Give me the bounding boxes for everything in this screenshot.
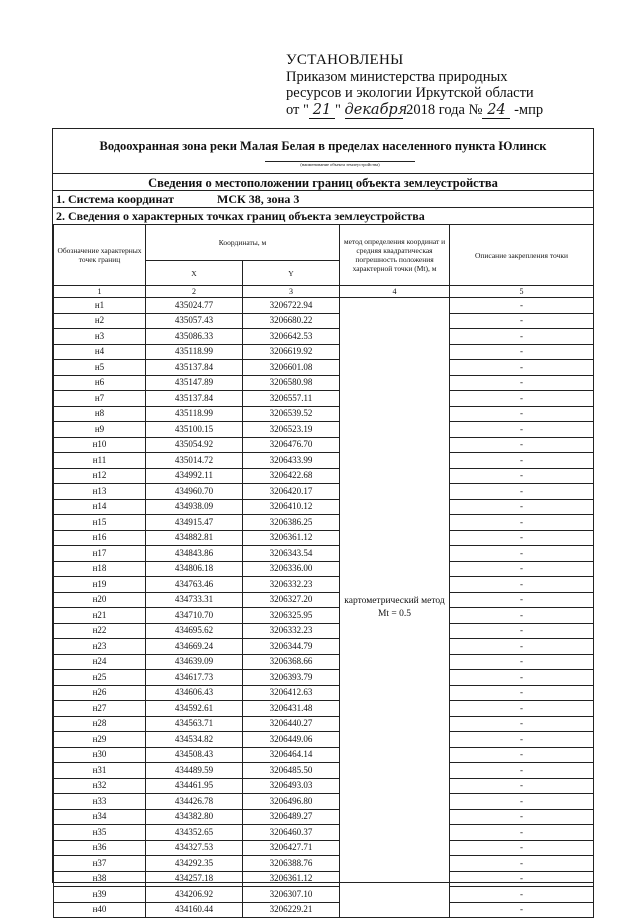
y-coordinate: 3206489.27 bbox=[243, 809, 340, 825]
y-coordinate: 3206557.11 bbox=[243, 391, 340, 407]
point-id: н19 bbox=[54, 577, 146, 593]
x-coordinate: 434160.44 bbox=[146, 902, 243, 918]
y-coordinate: 3206412.63 bbox=[243, 685, 340, 701]
point-id: н1 bbox=[54, 298, 146, 314]
y-coordinate: 3206539.52 bbox=[243, 406, 340, 422]
header-fixing: Описание закрепления точки bbox=[450, 225, 594, 286]
point-id: н3 bbox=[54, 329, 146, 345]
fixing-description: - bbox=[450, 391, 594, 407]
y-coordinate: 3206343.54 bbox=[243, 546, 340, 562]
fixing-description: - bbox=[450, 732, 594, 748]
column-number-row bbox=[54, 286, 594, 298]
fixing-description: - bbox=[450, 778, 594, 794]
x-coordinate: 435054.92 bbox=[146, 437, 243, 453]
y-coordinate: 3206460.37 bbox=[243, 825, 340, 841]
point-id: н15 bbox=[54, 515, 146, 531]
section-1-label: 1. Система координат bbox=[56, 192, 174, 206]
y-coordinate: 3206476.70 bbox=[243, 437, 340, 453]
point-id: н32 bbox=[54, 778, 146, 794]
y-coordinate: 3206601.08 bbox=[243, 360, 340, 376]
x-coordinate: 434915.47 bbox=[146, 515, 243, 531]
y-coordinate: 3206307.10 bbox=[243, 887, 340, 903]
fixing-description: - bbox=[450, 809, 594, 825]
handwritten-day: 21 bbox=[309, 102, 335, 120]
point-id: н21 bbox=[54, 608, 146, 624]
fixing-description: - bbox=[450, 639, 594, 655]
fixing-description: - bbox=[450, 468, 594, 484]
y-coordinate: 3206485.50 bbox=[243, 763, 340, 779]
x-coordinate: 434461.95 bbox=[146, 778, 243, 794]
x-coordinate: 434382.80 bbox=[146, 809, 243, 825]
y-coordinate: 3206410.12 bbox=[243, 499, 340, 515]
point-id: н34 bbox=[54, 809, 146, 825]
point-id: н24 bbox=[54, 654, 146, 670]
fixing-description: - bbox=[450, 825, 594, 841]
table-row bbox=[54, 313, 594, 329]
y-coordinate: 3206449.06 bbox=[243, 732, 340, 748]
x-coordinate: 434733.31 bbox=[146, 592, 243, 608]
x-coordinate: 435137.84 bbox=[146, 360, 243, 376]
table-row bbox=[54, 298, 594, 314]
fixing-description: - bbox=[450, 670, 594, 686]
point-id: н4 bbox=[54, 344, 146, 360]
y-coordinate: 3206388.76 bbox=[243, 856, 340, 872]
handwritten-month: декабря bbox=[344, 101, 408, 118]
x-coordinate: 434606.43 bbox=[146, 685, 243, 701]
point-id: н13 bbox=[54, 484, 146, 500]
table-row bbox=[54, 406, 594, 422]
x-coordinate: 434960.70 bbox=[146, 484, 243, 500]
y-coordinate: 3206386.25 bbox=[243, 515, 340, 531]
y-coordinate: 3206680.22 bbox=[243, 313, 340, 329]
point-id: н16 bbox=[54, 530, 146, 546]
x-coordinate: 434806.18 bbox=[146, 561, 243, 577]
fixing-description: - bbox=[450, 716, 594, 732]
point-id: н18 bbox=[54, 561, 146, 577]
fixing-description: - bbox=[450, 763, 594, 779]
x-coordinate: 434327.53 bbox=[146, 840, 243, 856]
table-row bbox=[54, 437, 594, 453]
y-coordinate: 3206431.48 bbox=[243, 701, 340, 717]
point-id: н23 bbox=[54, 639, 146, 655]
fixing-description: - bbox=[450, 887, 594, 903]
divider bbox=[53, 207, 593, 208]
x-coordinate: 434592.61 bbox=[146, 701, 243, 717]
fixing-description: - bbox=[450, 437, 594, 453]
point-id: н29 bbox=[54, 732, 146, 748]
point-id: н14 bbox=[54, 499, 146, 515]
table-row bbox=[54, 794, 594, 810]
fixing-description: - bbox=[450, 530, 594, 546]
x-coordinate: 435137.84 bbox=[146, 391, 243, 407]
point-id: н28 bbox=[54, 716, 146, 732]
point-id: н37 bbox=[54, 856, 146, 872]
table-row bbox=[54, 887, 594, 903]
table-row bbox=[54, 654, 594, 670]
table-row bbox=[54, 329, 594, 345]
point-id: н5 bbox=[54, 360, 146, 376]
x-coordinate: 435100.15 bbox=[146, 422, 243, 438]
x-coordinate: 435014.72 bbox=[146, 453, 243, 469]
y-coordinate: 3206325.95 bbox=[243, 608, 340, 624]
y-coordinate: 3206464.14 bbox=[243, 747, 340, 763]
point-id: н25 bbox=[54, 670, 146, 686]
table-row bbox=[54, 716, 594, 732]
fixing-description: - bbox=[450, 344, 594, 360]
fixing-description: - bbox=[450, 375, 594, 391]
point-id: н39 bbox=[54, 887, 146, 903]
y-coordinate: 3206344.79 bbox=[243, 639, 340, 655]
point-id: н6 bbox=[54, 375, 146, 391]
method-cell: картометрический метод Mt = 0.5 bbox=[340, 298, 450, 918]
table-row bbox=[54, 732, 594, 748]
table-row bbox=[54, 577, 594, 593]
point-id: н35 bbox=[54, 825, 146, 841]
x-coordinate: 434206.92 bbox=[146, 887, 243, 903]
point-id: н40 bbox=[54, 902, 146, 918]
x-coordinate: 435147.89 bbox=[146, 375, 243, 391]
header-y: Y bbox=[243, 261, 340, 286]
table-row bbox=[54, 484, 594, 500]
table-row bbox=[54, 608, 594, 624]
y-coordinate: 3206523.19 bbox=[243, 422, 340, 438]
column-number: 5 bbox=[450, 286, 594, 298]
table-row bbox=[54, 468, 594, 484]
fixing-description: - bbox=[450, 561, 594, 577]
table-row bbox=[54, 360, 594, 376]
y-coordinate: 3206722.94 bbox=[243, 298, 340, 314]
divider bbox=[53, 173, 593, 174]
table-row bbox=[54, 375, 594, 391]
point-id: н33 bbox=[54, 794, 146, 810]
coordinates-table bbox=[53, 224, 594, 918]
x-coordinate: 434992.11 bbox=[146, 468, 243, 484]
point-id: н36 bbox=[54, 840, 146, 856]
point-id: н31 bbox=[54, 763, 146, 779]
x-coordinate: 435118.99 bbox=[146, 344, 243, 360]
approval-line-2: ресурсов и экологии Иркутской области bbox=[286, 85, 534, 101]
table-row bbox=[54, 530, 594, 546]
x-coordinate: 434695.62 bbox=[146, 623, 243, 639]
fixing-description: - bbox=[450, 298, 594, 314]
x-coordinate: 434534.82 bbox=[146, 732, 243, 748]
section-1-value: МСК 38, зона 3 bbox=[217, 192, 300, 206]
table-row bbox=[54, 499, 594, 515]
fixing-description: - bbox=[450, 313, 594, 329]
fixing-description: - bbox=[450, 871, 594, 887]
point-id: н20 bbox=[54, 592, 146, 608]
table-row bbox=[54, 422, 594, 438]
fixing-description: - bbox=[450, 499, 594, 515]
x-coordinate: 434292.35 bbox=[146, 856, 243, 872]
handwritten-number: 24 bbox=[482, 102, 510, 120]
table-row bbox=[54, 639, 594, 655]
approval-stamp bbox=[286, 52, 586, 119]
point-id: н17 bbox=[54, 546, 146, 562]
table-row bbox=[54, 856, 594, 872]
fixing-description: - bbox=[450, 856, 594, 872]
point-id: н38 bbox=[54, 871, 146, 887]
zone-title: Водоохранная зона реки Малая Белая в пределах населенного пункта Юлинск bbox=[99, 139, 547, 153]
y-coordinate: 3206496.80 bbox=[243, 794, 340, 810]
point-id: н27 bbox=[54, 701, 146, 717]
section-2-label: 2. Сведения о характерных точках границ объекта землеустройства bbox=[56, 209, 425, 223]
table-row bbox=[54, 344, 594, 360]
fixing-description: - bbox=[450, 685, 594, 701]
divider bbox=[53, 190, 593, 191]
table-header-row bbox=[54, 225, 594, 261]
table-row bbox=[54, 515, 594, 531]
y-coordinate: 3206642.53 bbox=[243, 329, 340, 345]
fixing-description: - bbox=[450, 406, 594, 422]
header-x: X bbox=[146, 261, 243, 286]
y-coordinate: 3206327.20 bbox=[243, 592, 340, 608]
approval-line-1: Приказом министерства природных bbox=[286, 68, 508, 85]
approval-title: УСТАНОВЛЕНЫ bbox=[286, 52, 404, 68]
y-coordinate: 3206427.71 bbox=[243, 840, 340, 856]
column-number: 1 bbox=[54, 286, 146, 298]
header-method: метод определения координат и средняя квадратическая погрешность положения характерной точки (Mt), м bbox=[340, 225, 450, 286]
header-coordinates: Координаты, м bbox=[146, 225, 340, 261]
fixing-description: - bbox=[450, 623, 594, 639]
fixing-description: - bbox=[450, 654, 594, 670]
x-coordinate: 434938.09 bbox=[146, 499, 243, 515]
order-suffix: -мпр bbox=[514, 101, 544, 118]
x-coordinate: 434882.81 bbox=[146, 530, 243, 546]
point-id: н10 bbox=[54, 437, 146, 453]
column-number: 4 bbox=[340, 286, 450, 298]
x-coordinate: 434710.70 bbox=[146, 608, 243, 624]
x-coordinate: 435086.33 bbox=[146, 329, 243, 345]
point-id: н30 bbox=[54, 747, 146, 763]
y-coordinate: 3206361.12 bbox=[243, 871, 340, 887]
table-row bbox=[54, 592, 594, 608]
date-year: 2018 года № bbox=[406, 101, 483, 118]
table-row bbox=[54, 763, 594, 779]
y-coordinate: 3206619.92 bbox=[243, 344, 340, 360]
y-coordinate: 3206422.68 bbox=[243, 468, 340, 484]
x-coordinate: 434426.78 bbox=[146, 794, 243, 810]
x-coordinate: 434763.46 bbox=[146, 577, 243, 593]
table-row bbox=[54, 809, 594, 825]
fixing-description: - bbox=[450, 794, 594, 810]
point-id: н26 bbox=[54, 685, 146, 701]
y-coordinate: 3206440.27 bbox=[243, 716, 340, 732]
y-coordinate: 3206493.03 bbox=[243, 778, 340, 794]
fixing-description: - bbox=[450, 577, 594, 593]
zone-subtitle: (наименование объекта землеустройства) bbox=[265, 161, 415, 168]
x-coordinate: 434639.09 bbox=[146, 654, 243, 670]
fixing-description: - bbox=[450, 360, 594, 376]
fixing-description: - bbox=[450, 747, 594, 763]
x-coordinate: 434508.43 bbox=[146, 747, 243, 763]
fixing-description: - bbox=[450, 329, 594, 345]
fixing-description: - bbox=[450, 546, 594, 562]
fixing-description: - bbox=[450, 701, 594, 717]
table-row bbox=[54, 453, 594, 469]
y-coordinate: 3206433.99 bbox=[243, 453, 340, 469]
y-coordinate: 3206332.23 bbox=[243, 577, 340, 593]
y-coordinate: 3206420.17 bbox=[243, 484, 340, 500]
point-id: н7 bbox=[54, 391, 146, 407]
x-coordinate: 435118.99 bbox=[146, 406, 243, 422]
fixing-description: - bbox=[450, 422, 594, 438]
point-id: н9 bbox=[54, 422, 146, 438]
header-point: Обозначение характерных точек границ bbox=[54, 225, 146, 286]
document-frame bbox=[52, 128, 594, 915]
column-number: 2 bbox=[146, 286, 243, 298]
fixing-description: - bbox=[450, 902, 594, 918]
date-prefix: от " bbox=[286, 101, 309, 118]
fixing-description: - bbox=[450, 608, 594, 624]
table-row bbox=[54, 685, 594, 701]
table-row bbox=[54, 623, 594, 639]
table-row bbox=[54, 871, 594, 887]
approval-date-line bbox=[286, 102, 586, 120]
table-row bbox=[54, 747, 594, 763]
fixing-description: - bbox=[450, 840, 594, 856]
table-row bbox=[54, 902, 594, 918]
fixing-description: - bbox=[450, 515, 594, 531]
table-row bbox=[54, 840, 594, 856]
y-coordinate: 3206336.00 bbox=[243, 561, 340, 577]
y-coordinate: 3206368.66 bbox=[243, 654, 340, 670]
y-coordinate: 3206229.21 bbox=[243, 902, 340, 918]
y-coordinate: 3206580.98 bbox=[243, 375, 340, 391]
table-row bbox=[54, 778, 594, 794]
x-coordinate: 434617.73 bbox=[146, 670, 243, 686]
table-row bbox=[54, 701, 594, 717]
point-id: н11 bbox=[54, 453, 146, 469]
x-coordinate: 434563.71 bbox=[146, 716, 243, 732]
point-id: н8 bbox=[54, 406, 146, 422]
point-id: н12 bbox=[54, 468, 146, 484]
section-title: Сведения о местоположении границ объекта землеустройства bbox=[148, 176, 498, 190]
date-quote: " bbox=[334, 101, 341, 118]
table-row bbox=[54, 561, 594, 577]
x-coordinate: 434489.59 bbox=[146, 763, 243, 779]
x-coordinate: 434352.65 bbox=[146, 825, 243, 841]
y-coordinate: 3206332.23 bbox=[243, 623, 340, 639]
column-number: 3 bbox=[243, 286, 340, 298]
y-coordinate: 3206393.79 bbox=[243, 670, 340, 686]
x-coordinate: 435057.43 bbox=[146, 313, 243, 329]
y-coordinate: 3206361.12 bbox=[243, 530, 340, 546]
x-coordinate: 434843.86 bbox=[146, 546, 243, 562]
x-coordinate: 434669.24 bbox=[146, 639, 243, 655]
point-id: н22 bbox=[54, 623, 146, 639]
table-row bbox=[54, 546, 594, 562]
x-coordinate: 435024.77 bbox=[146, 298, 243, 314]
fixing-description: - bbox=[450, 592, 594, 608]
fixing-description: - bbox=[450, 453, 594, 469]
point-id: н2 bbox=[54, 313, 146, 329]
table-row bbox=[54, 670, 594, 686]
table-row bbox=[54, 825, 594, 841]
x-coordinate: 434257.18 bbox=[146, 871, 243, 887]
fixing-description: - bbox=[450, 484, 594, 500]
table-row bbox=[54, 391, 594, 407]
